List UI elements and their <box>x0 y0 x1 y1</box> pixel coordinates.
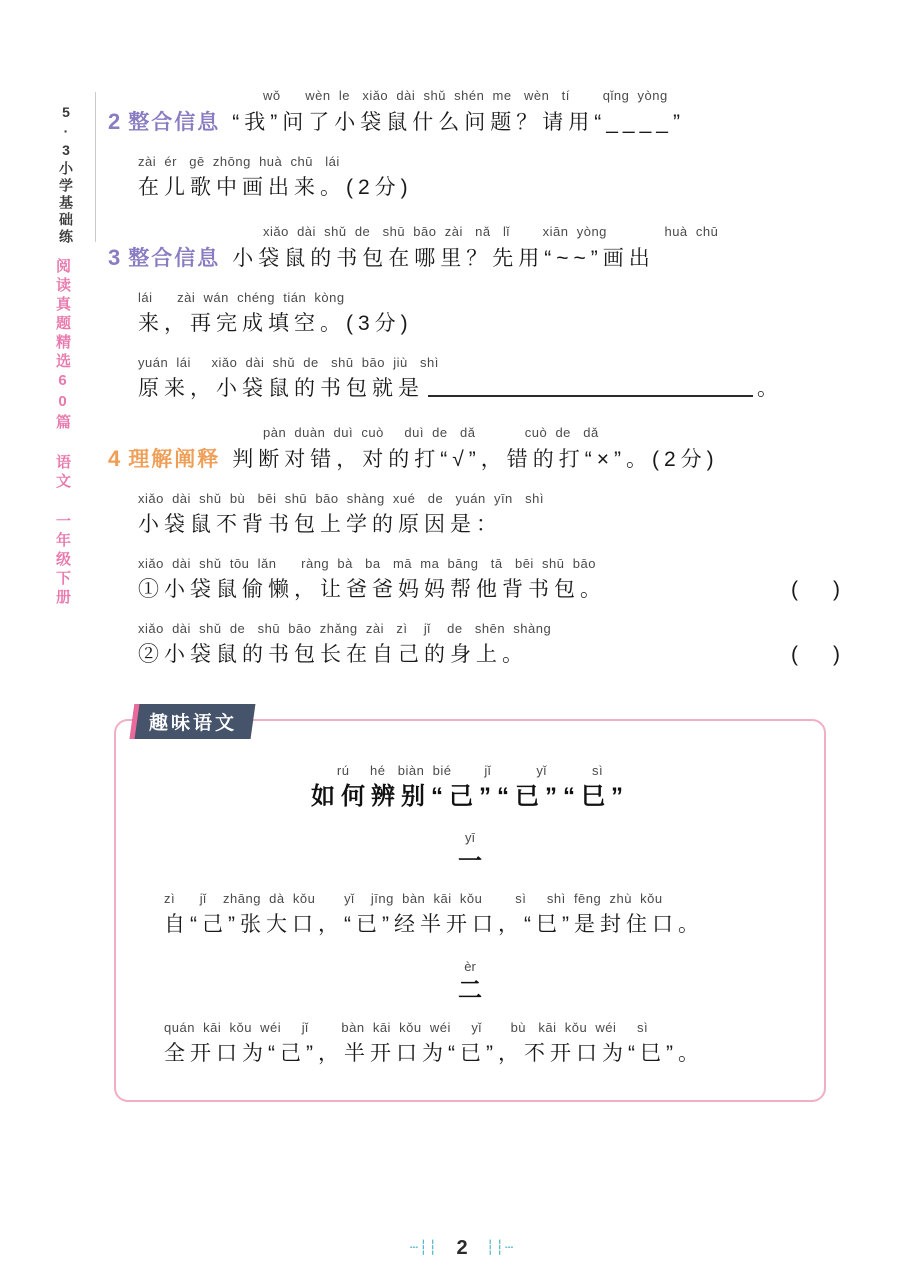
sidebar-series-title: 5·3小学基础练 <box>58 104 74 246</box>
sidebar-book-title: 阅读真题精选60篇 语文 一年级下册 <box>54 258 71 608</box>
rhyme-text: 自“己”张大口，“已”经半开口，“巳”是封住口。 <box>164 913 704 936</box>
pinyin-line: quán kāi kǒu wéi jǐ bàn kāi kǒu wéi yǐ bù kāi kǒu wéi sì <box>164 1020 649 1035</box>
footer-decoration-right-icon: ┆┆┄ <box>486 1239 515 1255</box>
question-2-line-1 <box>108 86 840 139</box>
fun-rhyme-line-2 <box>164 1018 796 1070</box>
pinyin-line: wǒ wèn le xiǎo dài shǔ shén me wèn tí qǐng yòng <box>263 88 668 103</box>
pinyin-line: xiǎo dài shǔ tōu lǎn ràng bà ba mā ma bāng tā bēi shū bāo <box>138 556 596 571</box>
answer-bracket[interactable]: ( ) <box>791 578 840 601</box>
main-content <box>108 86 840 1102</box>
question-number: 4 <box>108 446 121 471</box>
section-two-heading: 二 <box>458 977 482 1004</box>
question-3 <box>108 222 840 405</box>
statement-text: ②小袋鼠的书包长在自己的身上。 <box>138 643 528 666</box>
pinyin-line: xiǎo dài shǔ de shū bāo zài nǎ lǐ xiān yòng huà chū <box>263 224 719 239</box>
pinyin-line: zì jǐ zhāng dà kǒu yǐ jīng bàn kāi kǒu sì shì fēng zhù kǒu <box>164 891 663 906</box>
page-footer <box>0 1237 924 1260</box>
pinyin-line: zài ér gē zhōng huà chū lái <box>138 154 340 169</box>
question-4-line-1 <box>108 423 840 476</box>
question-text: 小袋鼠的书包在哪里？先用“~~”画出 <box>232 247 655 270</box>
question-skill-tag: 整合信息 <box>128 111 221 134</box>
pinyin-line: rú hé biàn bié jǐ yǐ sì <box>336 763 604 778</box>
fill-in-blank-line[interactable] <box>428 375 753 397</box>
question-3-line-1 <box>108 222 840 275</box>
question-text: 小袋鼠不背书包上学的原因是： <box>138 513 502 536</box>
question-4-line-2 <box>138 489 840 541</box>
question-skill-tag: 理解阐释 <box>128 448 221 471</box>
pinyin-line: xiǎo dài shǔ bù bēi shū bāo shàng xué de yuán yīn shì <box>138 491 544 506</box>
question-text: 在儿歌中画出来。(2分) <box>138 176 413 199</box>
page-number: 2 <box>456 1237 468 1259</box>
question-text-end: 。 <box>757 377 783 400</box>
pinyin-line: pàn duàn duì cuò duì de dǎ cuò de dǎ <box>263 425 599 440</box>
question-number: 3 <box>108 245 121 270</box>
fun-box-badge-label: 趣味语文 <box>149 713 238 734</box>
question-2 <box>108 86 840 204</box>
sidebar-divider-line <box>95 92 96 242</box>
pinyin-line: xiǎo dài shǔ de shū bāo zhǎng zài zì jǐ de shēn shàng <box>138 621 552 636</box>
question-2-line-2 <box>138 152 840 204</box>
answer-bracket[interactable]: ( ) <box>791 643 840 666</box>
fun-box-title: 如何辨别“己”“已”“巳” <box>311 783 629 810</box>
question-text: 原来，小袋鼠的书包就是 <box>138 377 424 400</box>
fun-language-box <box>114 713 826 1102</box>
pinyin-line: èr <box>464 959 476 974</box>
pinyin-line: lái zài wán chéng tián kòng <box>138 290 345 305</box>
question-number: 2 <box>108 109 121 134</box>
footer-decoration-left-icon: ┄┆┆ <box>409 1239 438 1255</box>
question-text: 判断对错，对的打“√”，错的打“×”。(2分) <box>232 448 719 471</box>
statement-text: ①小袋鼠偷懒，让爸爸妈妈帮他背书包。 <box>138 578 606 601</box>
question-skill-tag: 整合信息 <box>128 247 221 270</box>
pinyin-line: yī <box>464 830 476 845</box>
fun-rhyme-line-1 <box>164 889 796 941</box>
question-4-item-2 <box>138 619 840 671</box>
pinyin-line: yuán lái xiǎo dài shǔ de shū bāo jiù shì <box>138 355 439 370</box>
rhyme-text: 全开口为“己”，半开口为“已”，不开口为“巳”。 <box>164 1042 704 1065</box>
section-one-heading: 一 <box>458 848 482 875</box>
question-3-line-3 <box>138 353 840 405</box>
question-4-item-1 <box>138 554 840 606</box>
question-text: “我”问了小袋鼠什么问题？请用“____” <box>232 111 685 134</box>
question-text: 来，再完成填空。(3分) <box>138 312 413 335</box>
question-4 <box>108 423 840 671</box>
question-3-line-2 <box>138 288 840 340</box>
fun-box-badge <box>130 704 256 739</box>
